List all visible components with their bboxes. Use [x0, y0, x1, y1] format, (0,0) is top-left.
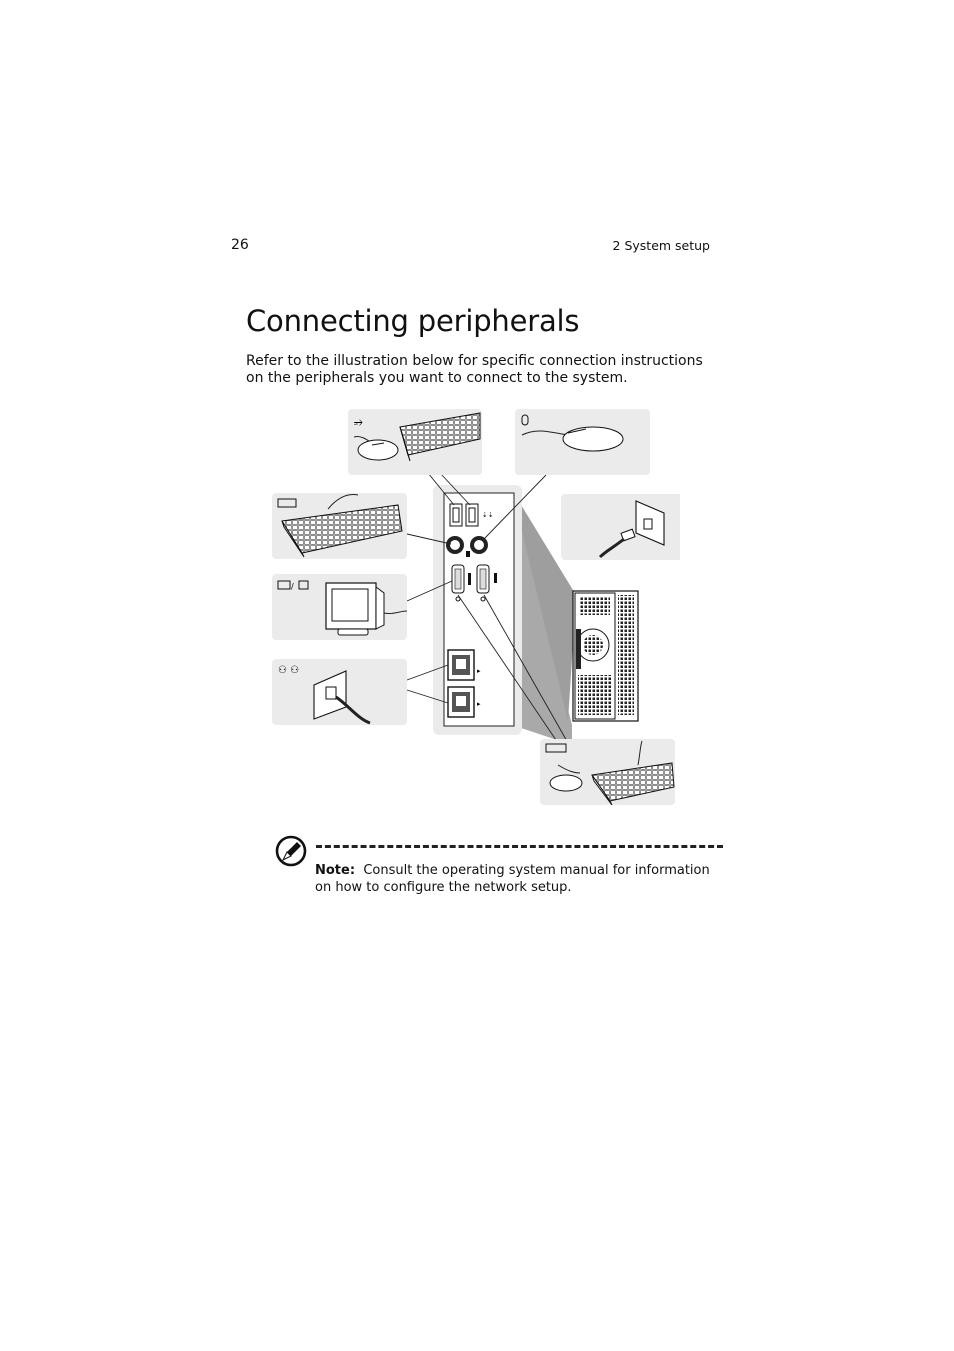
network-panel	[272, 659, 407, 725]
network-icon: ⚇ ⚇	[278, 665, 300, 676]
note-dashed-rule	[316, 845, 723, 848]
running-head: 2 System setup	[612, 238, 710, 253]
page-number: 26	[231, 237, 249, 253]
note-pencil-icon	[275, 834, 309, 868]
tower-case	[573, 591, 638, 721]
section-title: Connecting peripherals	[246, 304, 580, 338]
note-label: Note:	[315, 863, 356, 878]
ps2-mouse-panel	[515, 409, 650, 475]
intro-paragraph: Refer to the illustration below for specific connection instructions on the peripherals you want to connect to the system.	[246, 353, 703, 386]
note-paragraph	[315, 863, 715, 896]
monitor-panel	[272, 574, 407, 640]
peripherals-illustration	[268, 405, 680, 807]
note-body: Consult the operating system manual for information on how to configure the network setup.	[315, 863, 710, 895]
ps2-keyboard-panel	[272, 493, 407, 559]
svg-text:⇣⇣: ⇣⇣	[482, 511, 494, 519]
serial-devices-panel	[540, 739, 675, 805]
svg-text:▸: ▸	[477, 667, 481, 675]
usb-devices-panel	[348, 409, 482, 475]
phone-jack-panel	[561, 494, 680, 560]
svg-text:▸: ▸	[477, 700, 481, 708]
usb-icon: ⭌	[354, 415, 363, 428]
svg-text:/: /	[291, 582, 294, 591]
